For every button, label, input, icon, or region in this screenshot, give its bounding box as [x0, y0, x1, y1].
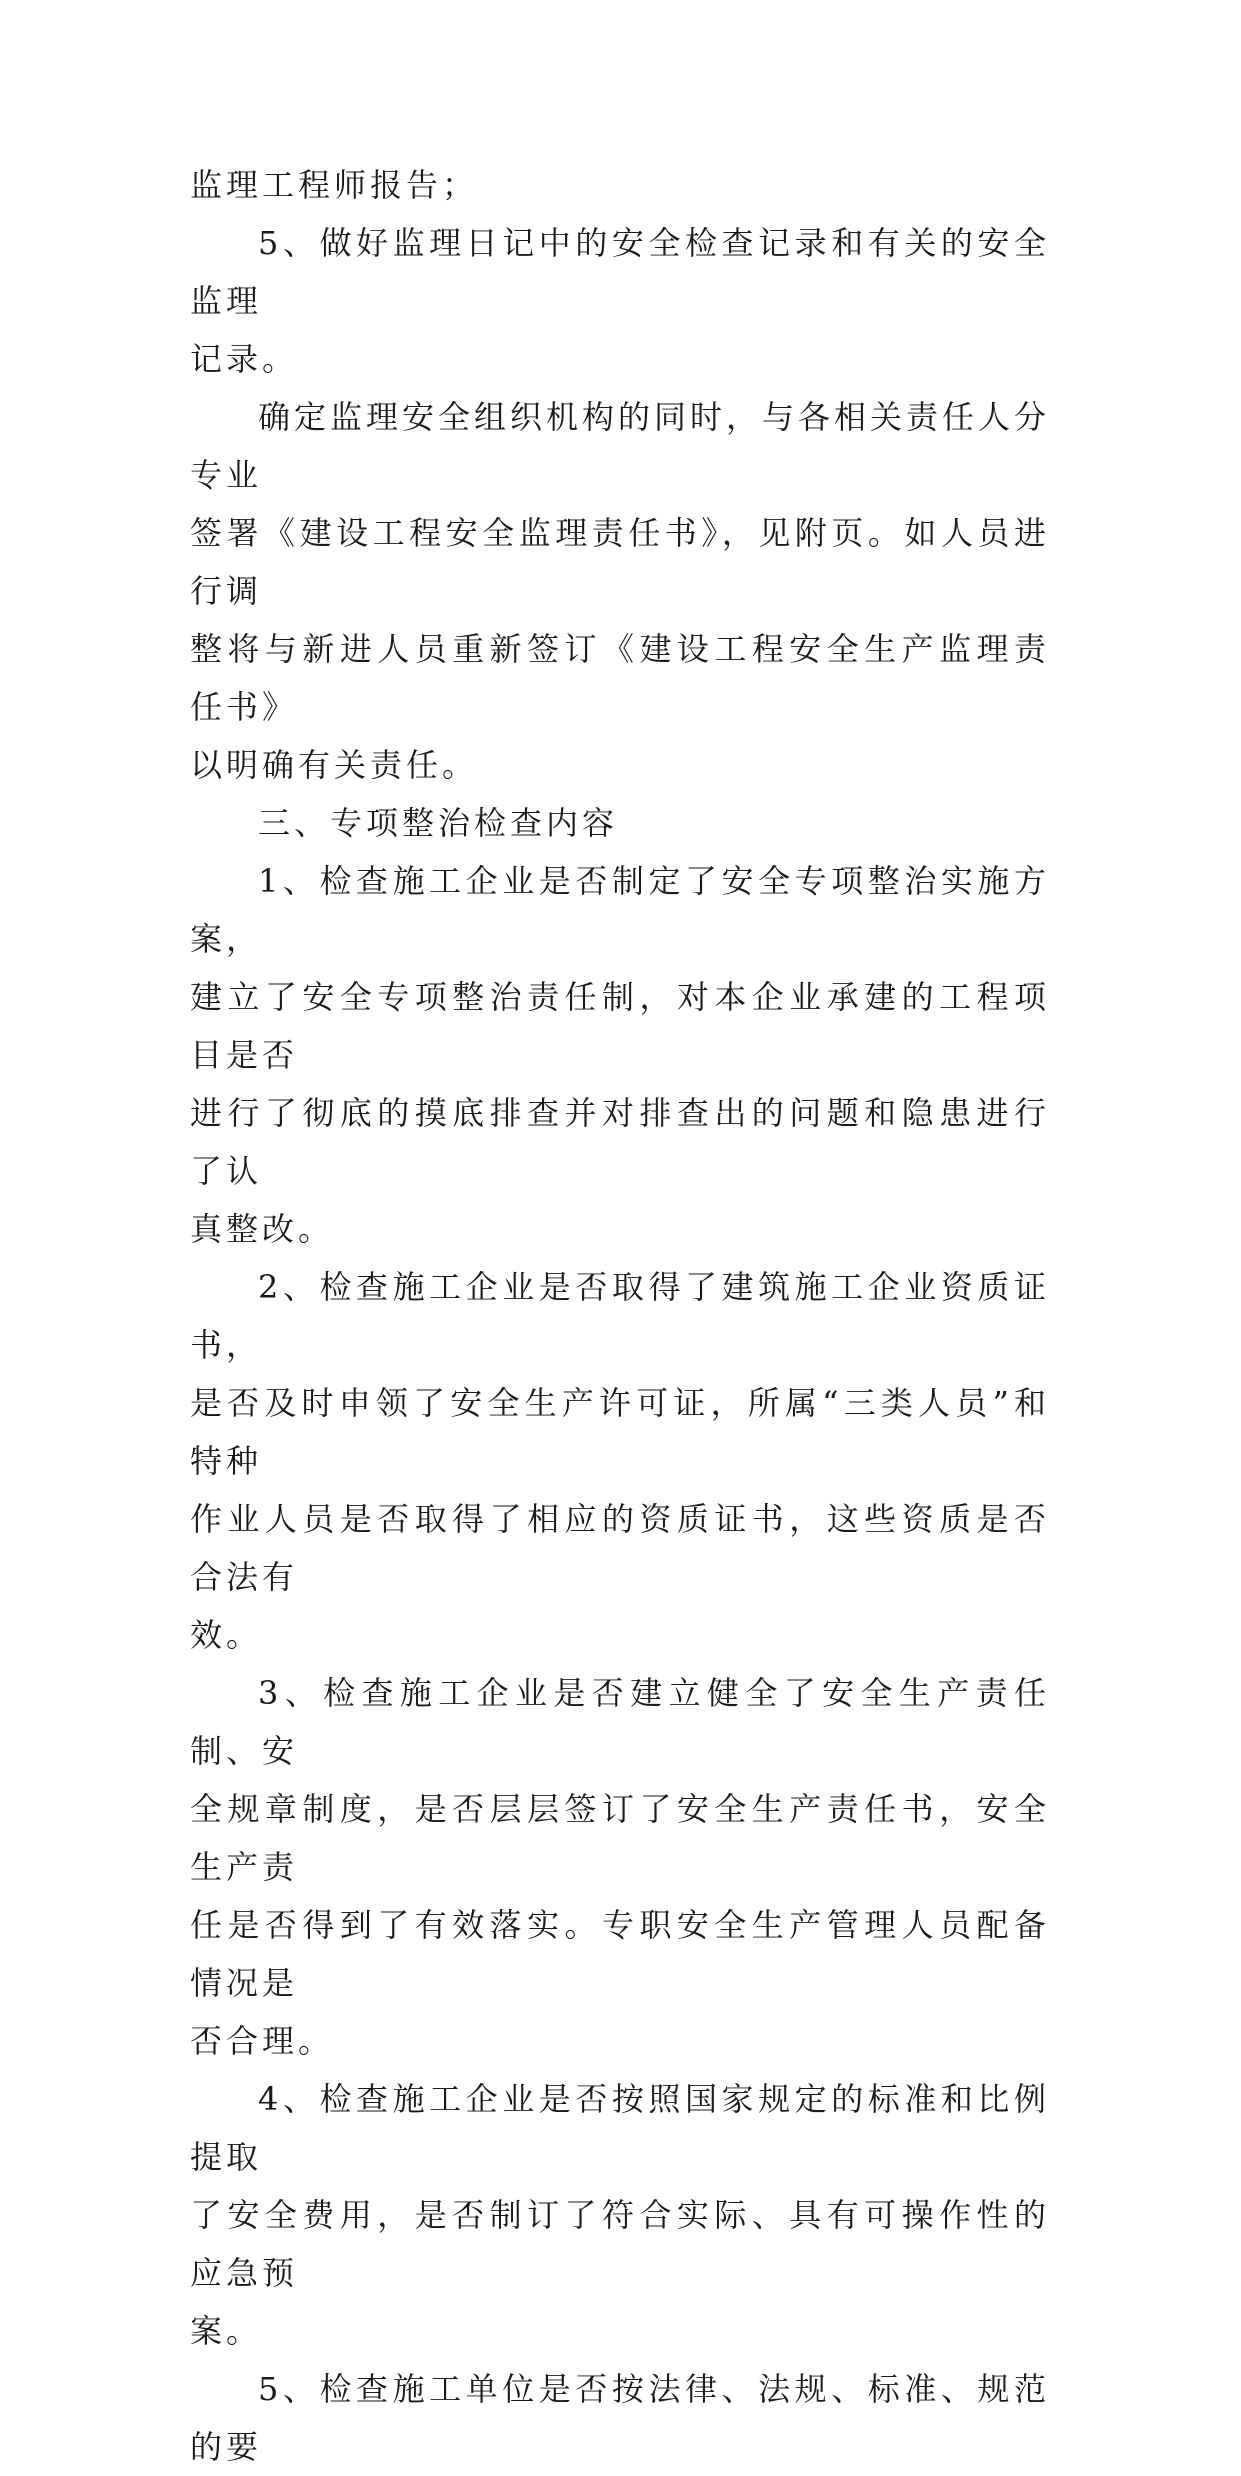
paragraph-check-5 — [190, 2360, 1050, 2476]
text-line: 3、检查施工企业是否建立健全了安全生产责任制、安 — [190, 1674, 1050, 1770]
text-line: 确定监理安全组织机构的同时，与各相关责任人分专业 — [190, 398, 1051, 494]
text-line: 效。 — [190, 1616, 263, 1654]
text-line: 记录。 — [190, 340, 299, 378]
text-line: 整将与新进人员重新签订《建设工程安全生产监理责任书》 — [190, 630, 1050, 726]
text-line: 进行了彻底的摸底排查并对排查出的问题和隐患进行了认 — [190, 1094, 1050, 1190]
paragraph-check-4 — [190, 2070, 1050, 2360]
text-line: 监理工程师报告； — [190, 166, 479, 204]
text-line: 否合理。 — [190, 2022, 335, 2060]
text-line: 全规章制度，是否层层签订了安全生产责任书，安全生产责 — [190, 1790, 1050, 1886]
text-line: 三、专项整治检查内容 — [258, 804, 619, 842]
text-line: 真整改。 — [190, 1210, 335, 1248]
text-line: 4、检查施工企业是否按照国家规定的标准和比例提取 — [190, 2080, 1050, 2176]
text-line: 签署《建设工程安全监理责任书》，见附页。如人员进行调 — [190, 514, 1050, 610]
paragraph-item-5-diary — [190, 214, 1050, 388]
text-line: 1、检查施工企业是否制定了安全专项整治实施方案， — [190, 862, 1050, 958]
text-line: 5、做好监理日记中的安全检查记录和有关的安全监理 — [190, 224, 1050, 320]
text-line: 案。 — [190, 2312, 263, 2350]
section-heading-3 — [190, 794, 1050, 852]
paragraph-check-1 — [190, 852, 1050, 1258]
text-line: 建立了安全专项整治责任制，对本企业承建的工程项目是否 — [190, 978, 1050, 1074]
text-line: 是否及时申领了安全生产许可证，所属“三类人员”和特种 — [190, 1384, 1050, 1480]
document-page — [190, 156, 1050, 2476]
text-line: 作业人员是否取得了相应的资质证书，这些资质是否合法有 — [190, 1500, 1050, 1596]
paragraph-report-tail — [190, 156, 1050, 214]
paragraph-check-3 — [190, 1664, 1050, 2070]
text-line: 2、检查施工企业是否取得了建筑施工企业资质证书， — [190, 1268, 1050, 1364]
paragraph-responsibility-letter — [190, 388, 1050, 794]
text-line: 了安全费用，是否制订了符合实际、具有可操作性的应急预 — [190, 2196, 1050, 2292]
text-line: 以明确有关责任。 — [190, 746, 479, 784]
text-line: 任是否得到了有效落实。专职安全生产管理人员配备情况是 — [190, 1906, 1050, 2002]
paragraph-check-2 — [190, 1258, 1050, 1664]
text-line: 5、检查施工单位是否按法律、法规、标准、规范的要 — [190, 2370, 1050, 2466]
